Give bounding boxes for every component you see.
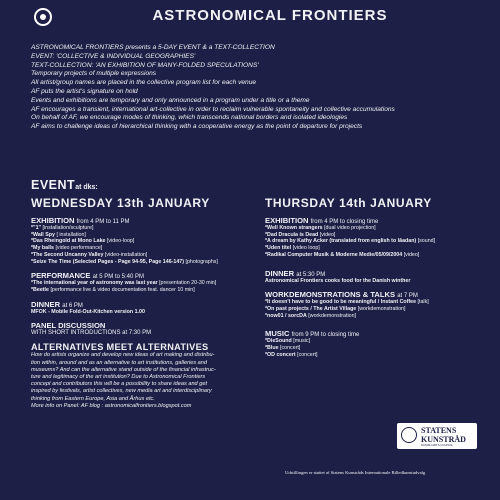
list-item: *Beetle [performance live & video documentation feat. dancer 10 min] (31, 286, 195, 293)
list-item: *Wall Spy [ installation] (31, 231, 86, 238)
alternatives-text: How do artists organize and develop new ideas of art making and distribu- tion within, around and as an alternative to art institutions, galleries and museums? And can the alternative stand outside of the financial infrastruc- ture and legitimacy of the art institution? Due to Astronomical Frontiers concept and contributors this will be a possibility to share ideas and get inspired by festivals, artist collectives, new media art and interdisciplinary thinking from Eastern Europe, Asia and Århus etc. More info on Panel: AF blog : astronomicalfrontiers.blogspot.com (31, 352, 216, 409)
list-item: *It doesn't have to be good to be meaningful / Instant Coffee [talk] (265, 299, 429, 306)
intro-line: AF aims to challenge ideas of hierarchical thinking with a cooperative energy as the point of departure for projects (31, 123, 363, 131)
thu-music-section (265, 329, 490, 358)
page-title: ASTRONOMICAL FRONTIERS (152, 7, 388, 24)
list-item: *Seize The Time (Selected Pages - Page 94-95, Page 146-147) [photographs] (31, 258, 218, 265)
section-title: WORKDEMONSTRATIONS & TALKS (265, 290, 396, 300)
intro-line: All artist/group names are placed in the collective program list for each venue (31, 79, 257, 87)
section-time: at 7 PM (397, 293, 418, 300)
intro-line: EVENT: 'COLLECTIVE & INDIVIDUAL GEOGRAPHIES' (31, 52, 196, 60)
thu-exhibition-section (265, 216, 490, 259)
header (0, 0, 500, 36)
intro-line: On behalf of AF, we encourage modes of thinking, which transcends national borders and isolated ideologies (31, 114, 348, 122)
statens-kunstraad-logo: STATENS KUNSTRÅD DANISH ARTS COUNCIL (397, 423, 477, 449)
footer-credit: Udstillingen er støttet af Statens Kunstråds Internationale Billedkunstudvalg (285, 470, 426, 475)
thursday-column (265, 196, 490, 364)
section-time: from 9 PM to closing time (291, 332, 360, 339)
intro-line: Events and exhibitions are temporary and only announced in a program under a title or a theme (31, 96, 310, 104)
intro-line: AF encourages a transient, international art-collective in order to reclaim vulnerable spontaneity and collective accumulations (31, 105, 395, 113)
list-item: *Radikal Computer Musik & Moderne Medie/05/09/2004 [video] (265, 251, 420, 258)
thu-dinner-section (265, 269, 490, 285)
section-title: MUSIC (265, 329, 290, 339)
section-time: at 5:30 PM (296, 271, 326, 278)
list-item: *On past projects / The Artist Village [workdemonstration] (265, 305, 406, 312)
wed-dinner-section (31, 300, 256, 316)
list-item: Astronomical Frontiers cooks food for the Danish winther (265, 277, 411, 284)
list-item: *OD concert [concert] (265, 351, 318, 358)
thu-workdemo-section (265, 290, 490, 319)
list-item: *A dream by Kathy Acker (translated from english to lâadan) [sound] (265, 238, 436, 245)
intro-text (31, 44, 486, 132)
wed-panel-section (31, 321, 256, 336)
wednesday-column (31, 196, 256, 410)
thursday-title: THURSDAY 14th JANUARY (265, 196, 432, 210)
wed-exhibition-section (31, 216, 256, 265)
section-time: at 5 PM to 5:40 PM (92, 274, 144, 281)
seal-icon (401, 427, 417, 443)
section-title: DINNER (31, 299, 61, 309)
wed-performance-section (31, 271, 256, 293)
list-item: *The Second Uncanny Valley [video-installation] (31, 251, 148, 258)
section-time: from 4 PM to closing time (310, 219, 379, 225)
intro-line: TEXT-COLLECTION: 'AN EXHIBITION OF MANY-FOLDED SPECULATIONS' (31, 61, 259, 69)
intro-line: ASTRONOMICAL FRONTIERS presents a 5-DAY EVENT & a TEXT-COLLECTION (31, 44, 275, 51)
list-item: *now01 / sorcDA [workdemonstration] (265, 312, 356, 319)
event-heading (31, 178, 98, 192)
section-title: EXHIBITION (265, 216, 309, 225)
list-item: *Uden titel [video loop] (265, 245, 320, 252)
list-item: *Well Known strangers [dual video projection] (265, 225, 376, 231)
alternatives-title: ALTERNATIVES MEET ALTERNATIVES (31, 342, 209, 353)
event-title: EVENT (31, 178, 76, 192)
list-item: *The international year of astronomy was last year [presentation 20-30 min] (31, 280, 217, 287)
list-item: MFOK - Mobile Fold-Out-Kitchen version 1.00 (31, 308, 145, 315)
list-item: *Das Rheingold at Mono Lake [video-loop] (31, 238, 135, 245)
intro-line: Temporary projects of multiple expressions (31, 70, 157, 78)
af-logo-icon (34, 8, 52, 26)
section-title: DINNER (265, 268, 295, 278)
section-time: WITH SHORT INTRODUCTIONS at 7:30 PM (31, 330, 152, 337)
section-title: EXHIBITION (31, 216, 75, 225)
section-title: PERFORMANCE (31, 271, 91, 281)
section-title: PANEL DISCUSSION (31, 321, 106, 331)
list-item: *Blue [concert] (265, 345, 301, 352)
list-item: *My balls [video performance] (31, 245, 103, 252)
section-time: from 4 PM to 11 PM (76, 219, 130, 225)
wednesday-title: WEDNESDAY 13th JANUARY (31, 196, 210, 210)
intro-line: AF puts the artist's signature on hold (31, 87, 138, 95)
list-item: *Dad Dracula is Dead [video] (265, 231, 336, 238)
event-subtitle: at dks: (75, 184, 98, 191)
section-time: at 6 PM (62, 302, 83, 309)
list-item: *"1" [installation/sculpture] (31, 225, 94, 231)
list-item: *DieSound [music] (265, 338, 311, 345)
